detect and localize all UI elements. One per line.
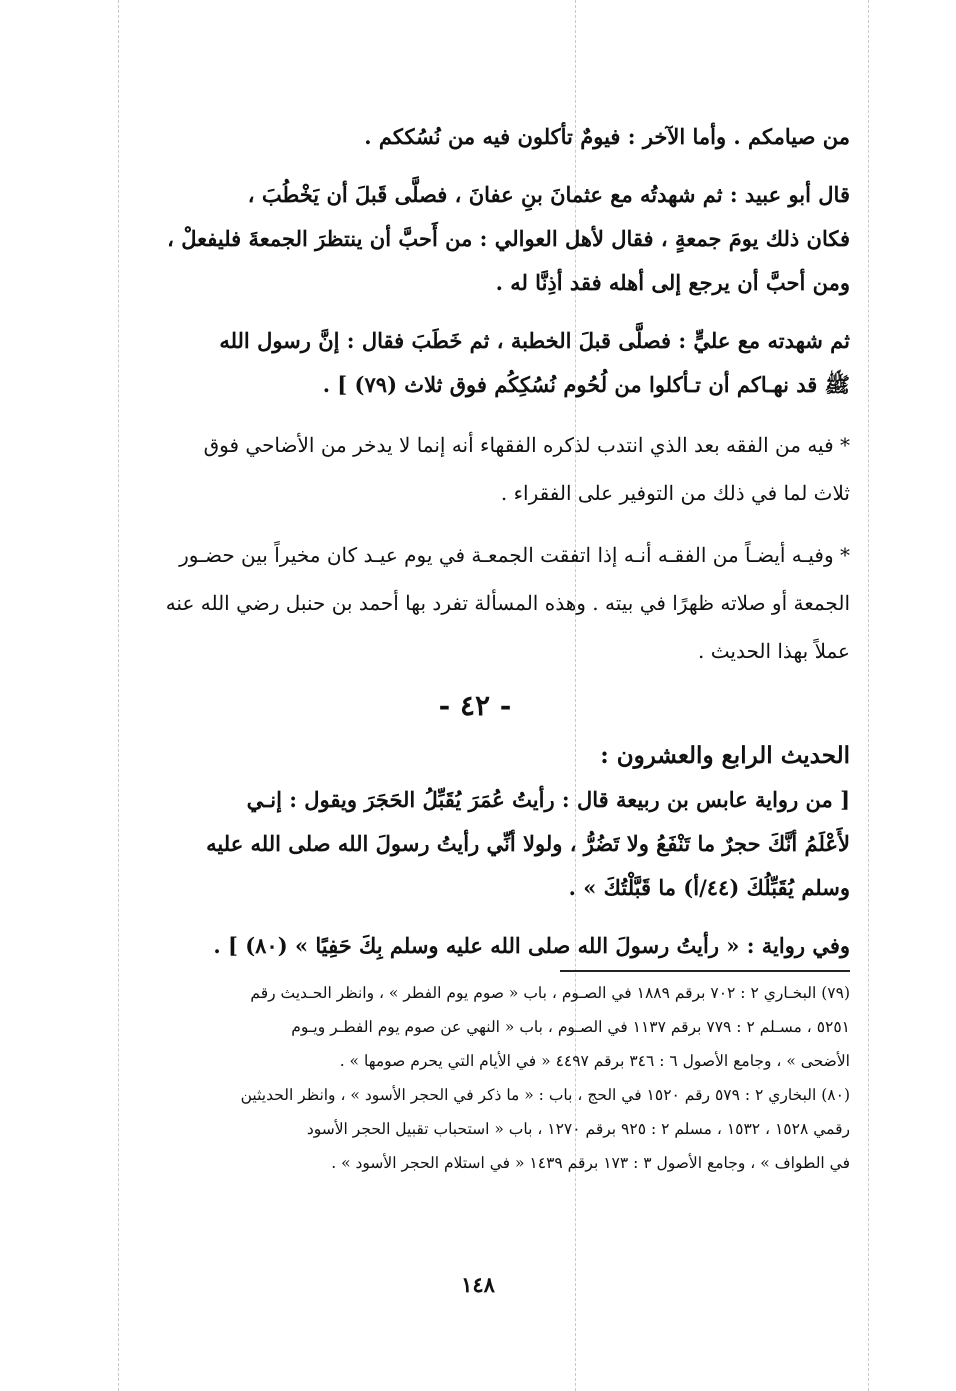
- text-line: من صيامكم . وأما الآخر : فيومٌ تأكلون فيه من نُسُككم .: [364, 124, 850, 149]
- paragraph-1: [100, 115, 850, 159]
- commentary-1: [100, 421, 850, 517]
- footnote-line: (٧٩) البخـاري ٢ : ٧٠٢ برقم ١٨٨٩ في الصـوم ، باب « صوم يوم الفطر » ، وانظر الحـديث رقم: [250, 984, 850, 1002]
- paragraph-3: [100, 319, 850, 407]
- text-line: [ من رواية عابس بن ربيعة قال : رأيتُ عُمَرَ يُقَبِّلُ الحَجَرَ ويقول : إنـي: [246, 787, 850, 812]
- commentary-2: [100, 531, 850, 675]
- footnote-line: ٥٢٥١ ، مسـلم ٢ : ٧٧٩ برقم ١١٣٧ في الصـوم ، باب « النهي عن صوم يوم الفطـر ويـوم: [291, 1018, 850, 1036]
- riwaya-line: وفي رواية : « رأيتُ رسولَ الله صلى الله عليه وسلم بِكَ حَفِيًا » (٨٠) ] .: [213, 933, 850, 958]
- page-number: ١٤٨: [461, 1272, 495, 1297]
- text-line: ثم شهدته مع عليٍّ : فصلَّى قبلَ الخطبة ، ثم خَطَبَ فقال : إنَّ رسول الله: [219, 328, 850, 353]
- footnote-line: رقمي ١٥٢٨ ، ١٥٣٢ ، مسلم ٢ : ٩٢٥ برقم ١٢٧٠ ، باب « استحباب تقبيل الحجر الأسود: [306, 1120, 850, 1138]
- footnotes: [100, 976, 850, 1180]
- hadith-text: [100, 778, 850, 910]
- text-line: قال أبو عبيد : ثم شهدتُه مع عثمانَ بنِ عفانَ ، فصلَّى قَبلَ أن يَخْطُبَ ،: [247, 182, 850, 207]
- text-line: ﷺ قد نهـاكم أن تـأكلوا من لُحُوم نُسُكِكُم فوق ثلاث (٧٩) ] .: [322, 372, 850, 397]
- footnote-separator: [560, 970, 850, 972]
- text-line: الجمعة أو صلاته ظهرًا في بيته . وهذه المسألة تفرد بها أحمد بن حنبل رضي الله عنه: [165, 591, 850, 615]
- text-line: * فيه من الفقه بعد الذي انتدب لذكره الفقهاء أنه إنما لا يدخر من الأضاحي فوق: [203, 433, 850, 457]
- footnote-line: الأضحى » ، وجامع الأصول ٦ : ٣٤٦ برقم ٤٤٩٧ « في الأيام التي يحرم صومها » .: [339, 1052, 850, 1070]
- section-heading: الحديث الرابع والعشرون :: [600, 742, 850, 769]
- text-line: * وفيـه أيضـاً من الفقـه أنـه إذا اتفقت الجمعـة في يوم عيـد كان مخيراً بين حضـور: [179, 543, 850, 567]
- text-line: ثلاث لما في ذلك من التوفير على الفقراء .: [500, 481, 850, 505]
- paragraph-2: [100, 173, 850, 305]
- page-body: [100, 115, 850, 1180]
- text-line: لأَعْلَمُ أنَّكَ حجرٌ ما تَنْفَعُ ولا تَضُرُّ ، ولولا أنِّي رأيتُ رسولَ الله صلى الله عليه: [206, 831, 850, 856]
- footnote-line: في الطواف » ، وجامع الأصول ٣ : ١٧٣ برقم ١٤٣٩ « في استلام الحجر الأسود » .: [331, 1154, 850, 1172]
- text-line: عملاً بهذا الحديث .: [698, 639, 850, 663]
- text-line: فكان ذلك يومَ جمعةٍ ، فقال لأهل العوالي : من أَحبَّ أن ينتظرَ الجمعةَ فليفعلْ ،: [167, 226, 850, 251]
- page-marker: - ٤٢ -: [438, 689, 512, 722]
- text-line: ومن أحبَّ أن يرجع إلى أهله فقد أذِنَّا له .: [495, 270, 850, 295]
- text-line: وسلم يُقَبِّلُكَ (٤٤/أ) ما قَبَّلْتُكَ » .: [568, 875, 850, 900]
- fold-line-right: [868, 0, 869, 1391]
- footnote-line: (٨٠) البخاري ٢ : ٥٧٩ رقم ١٥٢٠ في الحج ، باب : « ما ذكر في الحجر الأسود » ، وانظر الحديثين: [240, 1086, 850, 1104]
